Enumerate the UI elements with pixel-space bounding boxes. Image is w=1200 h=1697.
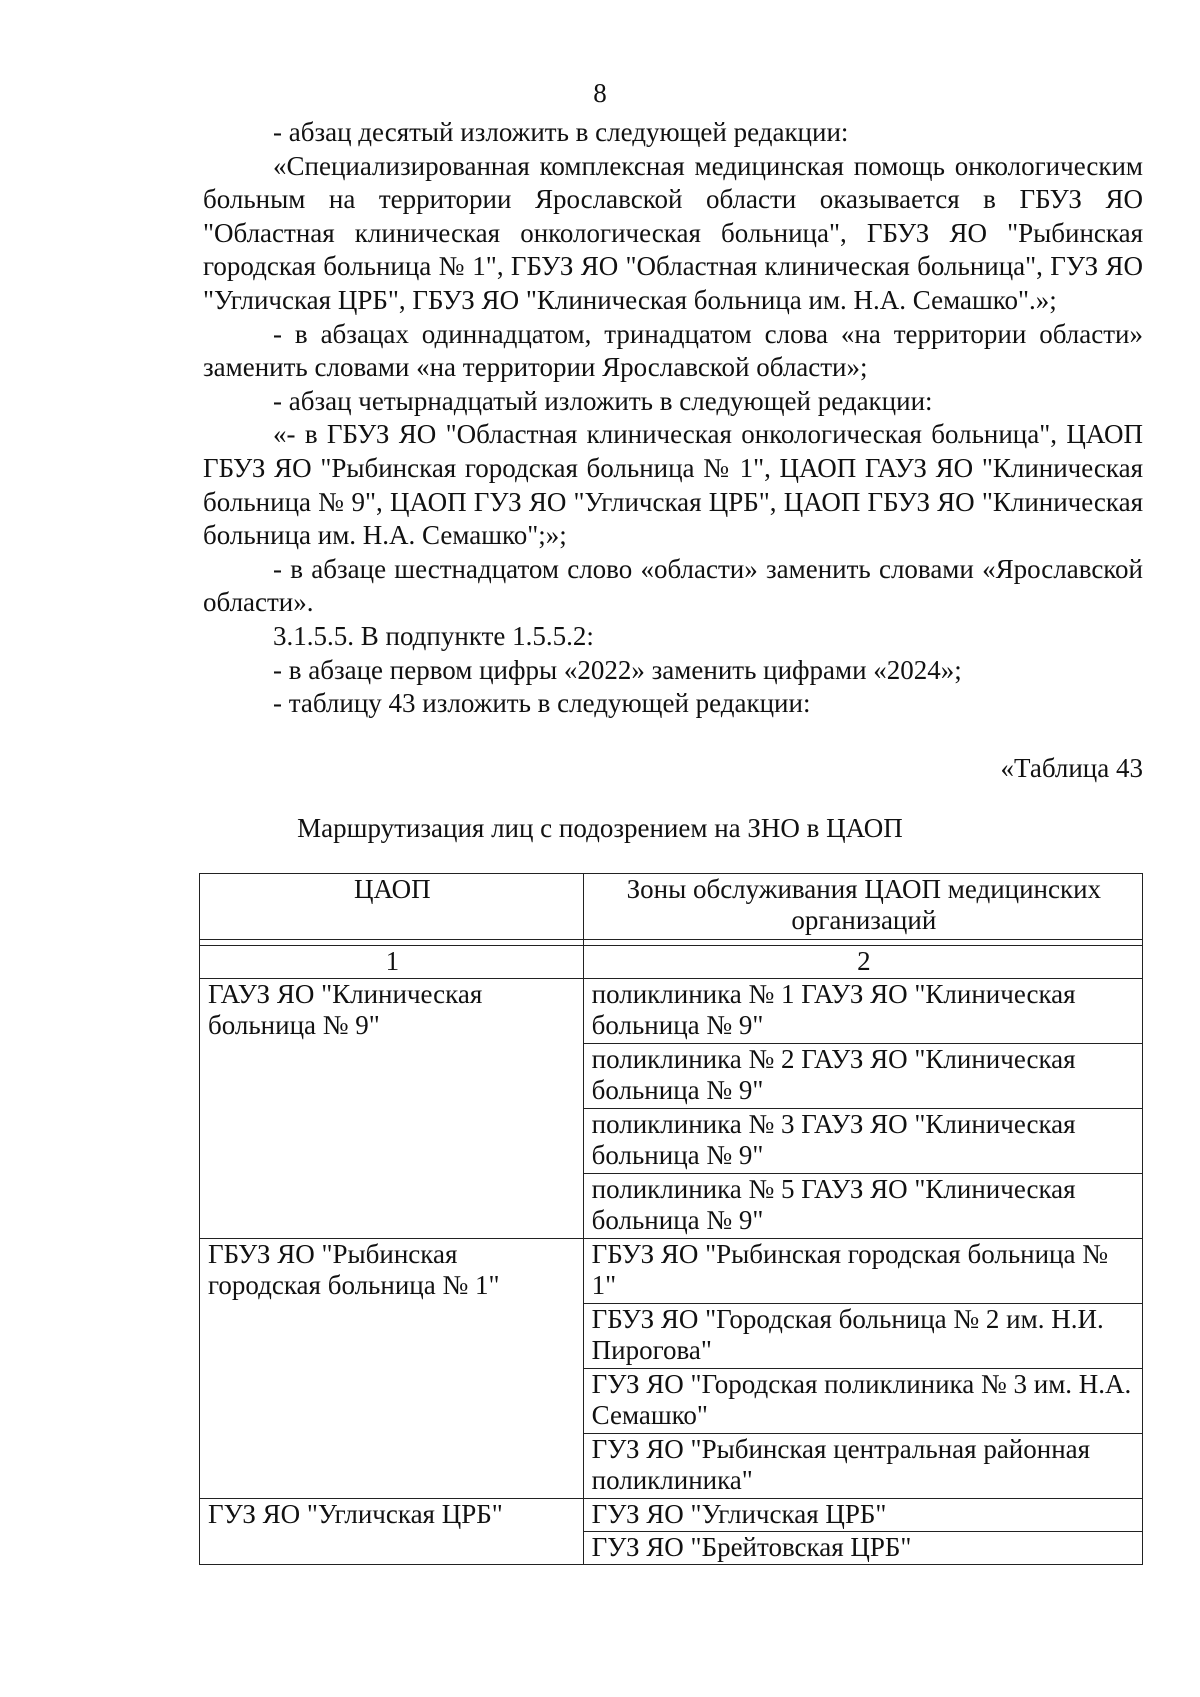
center-cell: ГУЗ ЯО "Угличская ЦРБ"	[200, 1499, 584, 1565]
document-body	[203, 116, 1143, 721]
table-row	[200, 979, 1143, 1044]
zone-cell: ГУЗ ЯО "Брейтовская ЦРБ"	[583, 1532, 1142, 1565]
paragraph: 3.1.5.5. В подпункте 1.5.5.2:	[273, 620, 594, 651]
column-number: 1	[200, 946, 584, 979]
center-cell: ГАУЗ ЯО "Клиническая больница № 9"	[200, 979, 584, 1239]
paragraph: - в абзаце шестнадцатом слово «области» заменить словами «Ярославской области».	[203, 553, 1143, 618]
page-number: 8	[593, 78, 607, 108]
paragraph: - абзац десятый изложить в следующей редакции:	[273, 117, 849, 147]
paragraph: - в абзацах одиннадцатом, тринадцатом слова «на территории области» заменить словами «на территории Ярославской области»;	[203, 318, 1143, 383]
zone-cell: поликлиника № 2 ГАУЗ ЯО "Клиническая больница № 9"	[583, 1044, 1142, 1109]
zone-cell: ГУЗ ЯО "Городская поликлиника № 3 им. Н.А. Семашко"	[583, 1369, 1142, 1434]
header-cell-center: ЦАОП	[200, 874, 584, 940]
zone-cell: ГУЗ ЯО "Угличская ЦРБ"	[583, 1499, 1142, 1532]
zone-cell: поликлиника № 3 ГАУЗ ЯО "Клиническая больница № 9"	[583, 1109, 1142, 1174]
zone-cell: поликлиника № 1 ГАУЗ ЯО "Клиническая больница № 9"	[583, 979, 1142, 1044]
paragraph: - абзац четырнадцатый изложить в следующей редакции:	[273, 385, 933, 416]
center-cell: ГБУЗ ЯО "Рыбинская городская больница № 1"	[200, 1239, 584, 1499]
zone-cell: ГБУЗ ЯО "Городская больница № 2 им. Н.И. Пирогова"	[583, 1304, 1142, 1369]
table-row	[200, 1499, 1143, 1532]
table-row	[200, 1239, 1143, 1304]
table-title: Маршрутизация лиц с подозрением на ЗНО в ЦАОП	[297, 813, 903, 843]
column-number-row	[200, 946, 1143, 979]
zone-cell: ГУЗ ЯО "Рыбинская центральная районная поликлиника"	[583, 1434, 1142, 1499]
paragraph: - в абзаце первом цифры «2022» заменить цифрами «2024»;	[273, 654, 962, 685]
paragraph: «Специализированная комплексная медицинская помощь онкологическим больным на территории Ярославской области оказывается в ГБУЗ ЯО "Областная клиническая онкологическая больница", ГБУЗ ЯО "Рыбинская городская больница № 1", ГБУЗ ЯО "Областная клиническая больница", ГУЗ ЯО "Угличская ЦРБ", ГБУЗ ЯО "Клиническая больница им. Н.А. Семашко".»;	[203, 150, 1143, 315]
zone-cell: ГБУЗ ЯО "Рыбинская городская больница № 1"	[583, 1239, 1142, 1304]
zone-cell: поликлиника № 5 ГАУЗ ЯО "Клиническая больница № 9"	[583, 1174, 1142, 1239]
paragraph: «- в ГБУЗ ЯО "Областная клиническая онкологическая больница", ЦАОП ГБУЗ ЯО "Рыбинская городская больница № 1", ЦАОП ГАУЗ ЯО "Клиническая больница № 9", ЦАОП ГУЗ ЯО "Угличская ЦРБ", ЦАОП ГБУЗ ЯО "Клиническая больница им. Н.А. Семашко";»;	[203, 419, 1143, 551]
header-cell-zones: Зоны обслуживания ЦАОП медицинских организаций	[583, 874, 1142, 940]
routing-table	[199, 873, 1143, 1565]
table-label: «Таблица 43	[1000, 753, 1143, 783]
paragraph: - таблицу 43 изложить в следующей редакции:	[273, 688, 811, 719]
column-number: 2	[583, 946, 1142, 979]
table-header-row	[200, 874, 1143, 940]
